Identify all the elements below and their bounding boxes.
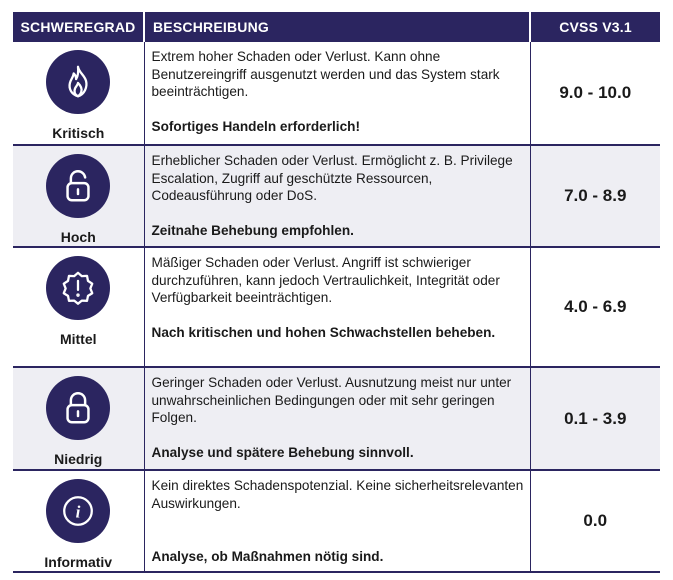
cvss-score: 7.0 - 8.9 [530,145,660,247]
header-description: BESCHREIBUNG [144,12,530,42]
table-header-row [13,12,660,42]
cvss-score: 0.1 - 3.9 [530,367,660,470]
action-text: Nach kritischen und hohen Schwachstellen beheben. [151,324,496,340]
cvss-score: 0.0 [530,470,660,572]
severity-cell [13,145,144,247]
severity-label: Kritisch [52,125,105,141]
description-cell [144,470,530,572]
description-text: Geringer Schaden oder Verlust. Ausnutzung meist nur unter unwahrscheinlichen Bedingungen oder mit sehr geringen Folgen. [151,375,512,425]
description-text: Kein direktes Schadenspotenzial. Keine sicherheitsrelevanten Auswirkungen. [151,478,524,511]
severity-label: Informativ [44,554,113,570]
severity-label: Niedrig [54,451,103,467]
severity-table-container [13,12,660,573]
table-row-hoch [13,145,660,247]
description-cell [144,145,530,247]
table-row-kritisch [13,42,660,145]
header-severity: SCHWEREGRAD [13,12,144,42]
locked-padlock-icon [46,376,110,440]
severity-cell [13,42,144,145]
description-cell [144,247,530,367]
action-text: Analyse und spätere Behebung sinnvoll. [151,444,414,460]
action-text: Analyse, ob Maßnahmen nötig sind. [151,549,384,564]
table-row-niedrig [13,367,660,470]
severity-table [13,12,660,573]
header-cvss: CVSS V3.1 [530,12,660,42]
table-row-informativ [13,470,660,572]
info-icon [46,479,110,543]
svg-text:i: i [75,502,81,522]
cvss-score: 9.0 - 10.0 [530,42,660,145]
description-text: Mäßiger Schaden oder Verlust. Angriff ist schwieriger durchzuführen, kann jedoch Vertraulichkeit, Integrität oder Verfügbarkeit beeinträchtigen. [151,255,500,305]
description-text: Extrem hoher Schaden oder Verlust. Kann ohne Benutzereingriff ausgenutzt werden und das System stark beeinträchtigen. [151,49,500,99]
table-row-mittel [13,247,660,367]
description-cell [144,42,530,145]
description-text: Erheblicher Schaden oder Verlust. Ermöglicht z. B. Privilege Escalation, Zugriff auf geschützte Ressourcen, Codeausführung oder DoS. [151,153,513,203]
flame-icon [46,50,110,114]
severity-label: Hoch [60,229,96,245]
severity-cell [13,247,144,367]
severity-cell [13,470,144,572]
severity-cell [13,367,144,470]
cvss-score: 4.0 - 6.9 [530,247,660,367]
description-cell [144,367,530,470]
warning-badge-icon [46,256,110,320]
unlocked-padlock-icon [46,154,110,218]
severity-label: Mittel [59,331,97,347]
action-text: Zeitnahe Behebung empfohlen. [151,222,354,238]
action-text: Sofortiges Handeln erforderlich! [151,118,360,134]
